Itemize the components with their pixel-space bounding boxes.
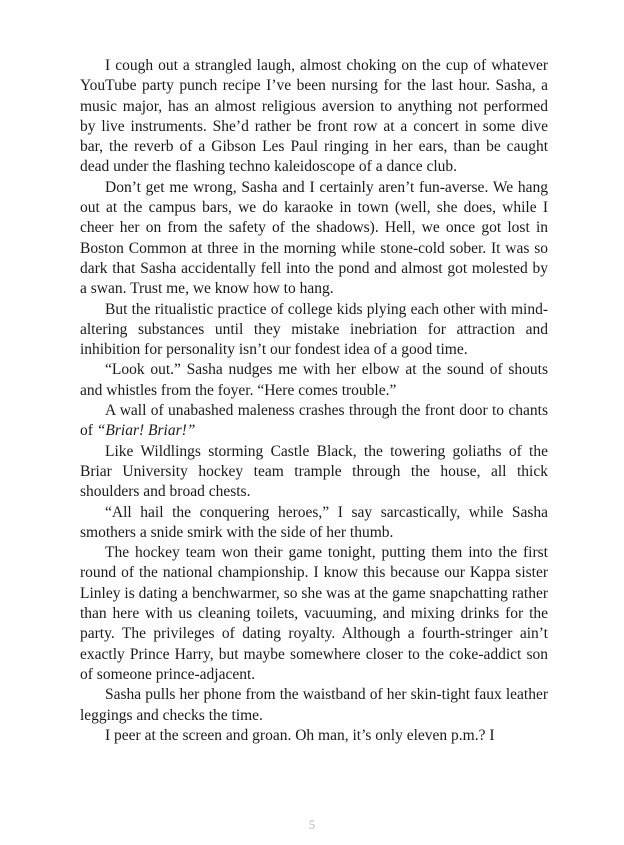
paragraph — [80, 178, 548, 300]
paragraph-text: The hockey team won their game tonight, putting them into the first round of the national championship. I know this because our Kappa sister Linley is dating a benchwarmer, so she was at the game snapchatting rather than here with us cleaning toilets, vacuuming, and mixing drinks for the party. The privileges of dating royalty. Although a fourth-stringer ain’t exactly Prince Harry, but maybe somewhere closer to the coke-addict son of someone prince-adjacent. — [80, 544, 548, 683]
paragraph — [80, 300, 548, 361]
paragraph — [80, 360, 548, 401]
paragraph-text: Like Wildlings storming Castle Black, the towering goliaths of the Briar University hockey team trample through the house, all thick shoulders and broad chests. — [80, 442, 548, 501]
paragraph-text: Sasha pulls her phone from the waistband of her skin-tight faux leather leggings and checks the time. — [80, 686, 548, 724]
paragraph — [80, 543, 548, 685]
paragraph-text: “All hail the conquering heroes,” I say sarcastically, while Sasha smothers a snide smirk with the side of her thumb. — [80, 503, 548, 541]
paragraph — [80, 685, 548, 726]
paragraph — [80, 442, 548, 503]
paragraph-text: “Look out.” Sasha nudges me with her elbow at the sound of shouts and whistles from the foyer. “Here comes trouble.” — [80, 361, 548, 399]
paragraph — [80, 726, 548, 746]
paragraph-text: I peer at the screen and groan. Oh man, it’s only eleven p.m.? I — [105, 726, 495, 744]
paragraph — [80, 56, 548, 178]
paragraph-text: I cough out a strangled laugh, almost choking on the cup of whatever YouTube party punch recipe I’ve been nursing for the last hour. Sasha, a music major, has an almost religious aversion to anything not performed by live instruments. She’d rather be front row at a concert in some dive bar, the reverb of a Gibson Les Paul ringing in her ears, than be caught dead under the flashing techno kaleidoscope of a dance club. — [80, 57, 548, 176]
paragraph-text: A wall of unabashed maleness crashes through the front door to chants of — [80, 402, 548, 440]
page-number: 5 — [308, 817, 316, 832]
paragraph-text: But the ritualistic practice of college kids plying each other with mind-altering substances until they mistake inebriation for attraction and inhibition for personality isn’t our fondest idea of a good time. — [80, 300, 548, 359]
paragraph — [80, 401, 548, 442]
paragraph-text: Don’t get me wrong, Sasha and I certainly aren’t fun-averse. We hang out at the campus bars, we do karaoke in town (well, she does, while I cheer her on from the safety of the shadows). Hell, we once got lost in Boston Common at three in the morning while stone-cold sober. It was so dark that Sasha accidentally fell into the pond and almost got molested by a swan. Trust me, we know how to hang. — [80, 178, 548, 298]
paragraph-italic-text: “Briar! Briar!” — [96, 422, 196, 440]
paragraph — [80, 503, 548, 544]
book-page — [80, 56, 548, 746]
